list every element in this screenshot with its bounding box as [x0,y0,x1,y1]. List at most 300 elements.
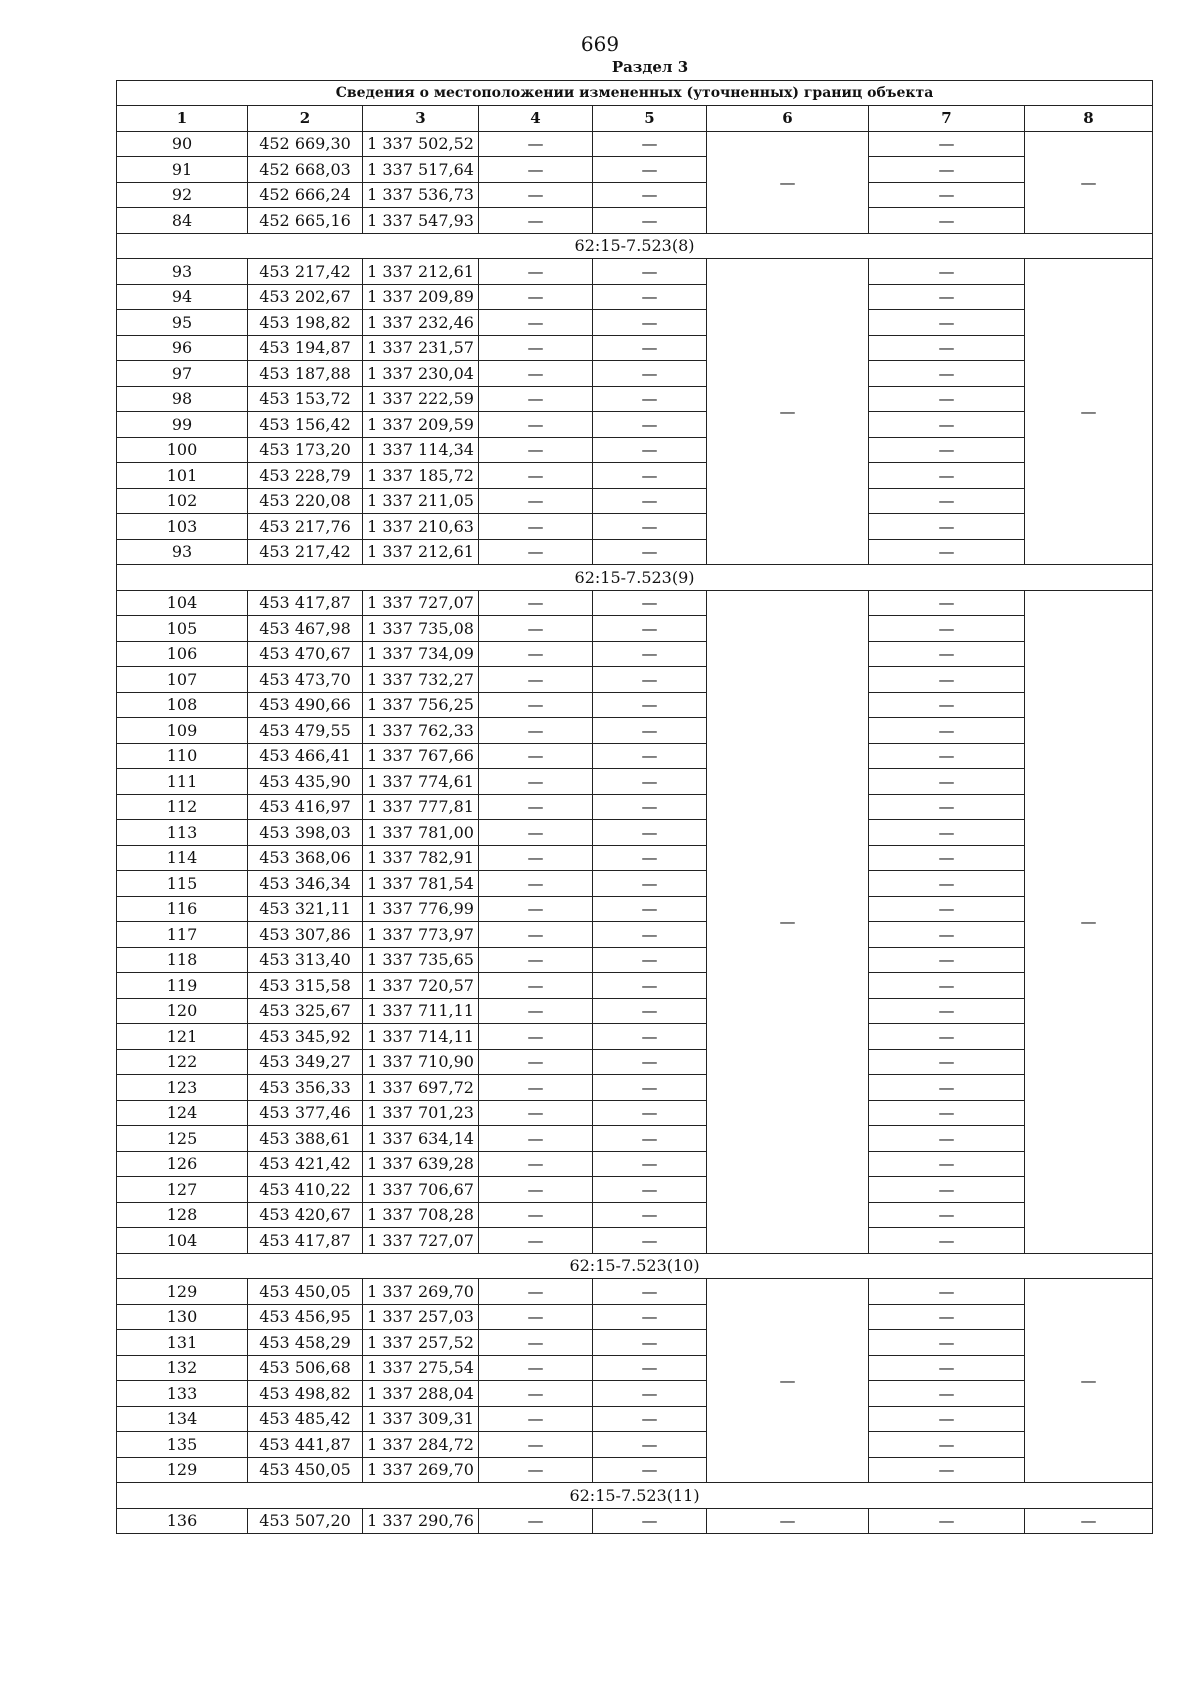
dash-mark: — [641,720,658,740]
y-coordinate-cell: 1 337 720,57 [363,973,479,999]
dash-mark: — [527,950,544,970]
empty-value-cell [479,361,593,387]
empty-value-cell [869,922,1025,948]
column-header: 7 [869,106,1025,132]
y-coordinate-cell: 1 337 767,66 [363,743,479,769]
empty-value-cell [593,1049,707,1075]
dash-mark: — [527,1409,544,1429]
empty-value-cell [869,769,1025,795]
empty-value-cell [479,539,593,565]
empty-value-cell [707,259,869,565]
table-row [117,1432,1153,1458]
empty-value-cell [479,820,593,846]
x-coordinate-cell: 453 441,87 [248,1432,363,1458]
empty-value-cell [593,590,707,616]
empty-value-cell [869,157,1025,183]
dash-mark: — [641,1460,658,1480]
dash-mark: — [527,873,544,893]
dash-mark: — [527,771,544,791]
dash-mark: — [641,1205,658,1225]
point-number-cell: 122 [117,1049,248,1075]
dash-mark: — [527,975,544,995]
y-coordinate-cell: 1 337 735,65 [363,947,479,973]
table-row [117,947,1153,973]
y-coordinate-cell: 1 337 517,64 [363,157,479,183]
x-coordinate-cell: 453 506,68 [248,1355,363,1381]
dash-mark: — [641,363,658,383]
empty-value-cell [479,1049,593,1075]
dash-mark: — [779,1371,796,1390]
x-coordinate-cell: 453 315,58 [248,973,363,999]
point-number-cell: 109 [117,718,248,744]
empty-value-cell [593,1330,707,1356]
empty-value-cell [593,1457,707,1483]
empty-value-cell [1025,131,1153,233]
y-coordinate-cell: 1 337 536,73 [363,182,479,208]
point-number-cell: 128 [117,1202,248,1228]
y-coordinate-cell: 1 337 773,97 [363,922,479,948]
dash-mark: — [1080,1511,1097,1531]
dash-mark: — [527,363,544,383]
empty-value-cell [869,539,1025,565]
dash-mark: — [938,491,955,511]
x-coordinate-cell: 453 349,27 [248,1049,363,1075]
empty-value-cell [479,1024,593,1050]
x-coordinate-cell: 453 346,34 [248,871,363,897]
empty-value-cell [593,514,707,540]
y-coordinate-cell: 1 337 257,52 [363,1330,479,1356]
dash-mark: — [641,899,658,919]
page-number: 669 [580,32,620,56]
table-row [117,310,1153,336]
table-row [117,463,1153,489]
y-coordinate-cell: 1 337 762,33 [363,718,479,744]
table-row [117,259,1153,285]
dash-mark: — [1080,402,1097,421]
table-row [117,1279,1153,1305]
empty-value-cell [593,973,707,999]
dash-mark: — [938,185,955,205]
empty-value-cell [479,667,593,693]
x-coordinate-cell: 453 202,67 [248,284,363,310]
y-coordinate-cell: 1 337 711,11 [363,998,479,1024]
empty-value-cell [593,1406,707,1432]
point-number-cell: 84 [117,208,248,234]
point-number-cell: 118 [117,947,248,973]
y-coordinate-cell: 1 337 634,14 [363,1126,479,1152]
point-number-cell: 99 [117,412,248,438]
dash-mark: — [938,1205,955,1225]
dash-mark: — [527,185,544,205]
x-coordinate-cell: 453 217,42 [248,259,363,285]
table-row [117,1381,1153,1407]
dash-mark: — [641,1052,658,1072]
empty-value-cell [869,820,1025,846]
y-coordinate-cell: 1 337 230,04 [363,361,479,387]
empty-value-cell [479,692,593,718]
table-row [117,284,1153,310]
dash-mark: — [527,1307,544,1327]
empty-value-cell [869,514,1025,540]
dash-mark: — [641,1128,658,1148]
y-coordinate-cell: 1 337 502,52 [363,131,479,157]
empty-value-cell [593,437,707,463]
point-number-cell: 94 [117,284,248,310]
point-number-cell: 90 [117,131,248,157]
dash-mark: — [938,1052,955,1072]
point-number-cell: 125 [117,1126,248,1152]
x-coordinate-cell: 452 666,24 [248,182,363,208]
dash-mark: — [938,1434,955,1454]
empty-value-cell [479,871,593,897]
x-coordinate-cell: 453 479,55 [248,718,363,744]
empty-value-cell [479,131,593,157]
empty-value-cell [869,718,1025,744]
table-row [117,1049,1153,1075]
empty-value-cell [869,871,1025,897]
dash-mark: — [641,287,658,307]
group-label: 62:15-7.523(10) [117,1253,1153,1279]
y-coordinate-cell: 1 337 288,04 [363,1381,479,1407]
dash-mark: — [527,720,544,740]
dash-mark: — [641,618,658,638]
table-row [117,1457,1153,1483]
table-row [117,1177,1153,1203]
point-number-cell: 104 [117,1228,248,1254]
x-coordinate-cell: 453 228,79 [248,463,363,489]
table-body [117,131,1153,1534]
empty-value-cell [593,284,707,310]
empty-value-cell [479,310,593,336]
point-number-cell: 131 [117,1330,248,1356]
dash-mark: — [641,1409,658,1429]
empty-value-cell [479,1177,593,1203]
empty-value-cell [869,1100,1025,1126]
empty-value-cell [869,1151,1025,1177]
empty-value-cell [479,1406,593,1432]
table-row [117,1202,1153,1228]
empty-value-cell [479,1202,593,1228]
dash-mark: — [938,210,955,230]
empty-value-cell [869,590,1025,616]
dash-mark: — [641,1332,658,1352]
dash-mark: — [641,1307,658,1327]
x-coordinate-cell: 453 435,90 [248,769,363,795]
empty-value-cell [479,743,593,769]
empty-value-cell [869,1177,1025,1203]
table-row [117,718,1153,744]
empty-value-cell [593,616,707,642]
empty-value-cell [479,335,593,361]
empty-value-cell [593,667,707,693]
y-coordinate-cell: 1 337 639,28 [363,1151,479,1177]
empty-value-cell [869,1202,1025,1228]
dash-mark: — [527,618,544,638]
empty-value-cell [593,794,707,820]
dash-mark: — [527,1434,544,1454]
y-coordinate-cell: 1 337 222,59 [363,386,479,412]
dash-mark: — [527,899,544,919]
empty-value-cell [593,922,707,948]
empty-value-cell [869,692,1025,718]
dash-mark: — [938,1103,955,1123]
empty-value-cell [593,718,707,744]
table-row [117,820,1153,846]
y-coordinate-cell: 1 337 209,59 [363,412,479,438]
table-row [117,1304,1153,1330]
dash-mark: — [1080,172,1097,192]
point-number-cell: 93 [117,539,248,565]
table-row [117,769,1153,795]
empty-value-cell [869,896,1025,922]
empty-value-cell [479,1279,593,1305]
empty-value-cell [593,182,707,208]
x-coordinate-cell: 453 356,33 [248,1075,363,1101]
empty-value-cell [869,1126,1025,1152]
empty-value-cell [593,947,707,973]
dash-mark: — [527,1230,544,1250]
empty-value-cell [593,539,707,565]
empty-value-cell [593,131,707,157]
dash-mark: — [938,1460,955,1480]
dash-mark: — [527,465,544,485]
point-number-cell: 107 [117,667,248,693]
point-number-cell: 93 [117,259,248,285]
y-coordinate-cell: 1 337 701,23 [363,1100,479,1126]
empty-value-cell [707,131,869,233]
dash-mark: — [641,465,658,485]
dash-mark: — [641,746,658,766]
y-coordinate-cell: 1 337 269,70 [363,1279,479,1305]
dash-mark: — [527,1332,544,1352]
x-coordinate-cell: 453 410,22 [248,1177,363,1203]
x-coordinate-cell: 452 669,30 [248,131,363,157]
point-number-cell: 112 [117,794,248,820]
dash-mark: — [641,1511,658,1531]
dash-mark: — [527,414,544,434]
empty-value-cell [479,463,593,489]
empty-value-cell [869,1432,1025,1458]
point-number-cell: 136 [117,1508,248,1534]
table-row [117,616,1153,642]
group-label: 62:15-7.523(11) [117,1483,1153,1509]
x-coordinate-cell: 453 368,06 [248,845,363,871]
empty-value-cell [479,1508,593,1534]
empty-value-cell [479,973,593,999]
y-coordinate-cell: 1 337 232,46 [363,310,479,336]
dash-mark: — [938,516,955,536]
table-row [117,1355,1153,1381]
dash-mark: — [527,1205,544,1225]
x-coordinate-cell: 452 668,03 [248,157,363,183]
y-coordinate-cell: 1 337 727,07 [363,1228,479,1254]
dash-mark: — [641,159,658,179]
empty-value-cell [593,412,707,438]
point-number-cell: 110 [117,743,248,769]
point-number-cell: 120 [117,998,248,1024]
dash-mark: — [938,797,955,817]
empty-value-cell [1025,259,1153,565]
dash-mark: — [641,822,658,842]
x-coordinate-cell: 452 665,16 [248,208,363,234]
point-number-cell: 92 [117,182,248,208]
y-coordinate-cell: 1 337 284,72 [363,1432,479,1458]
dash-mark: — [938,1128,955,1148]
dash-mark: — [527,1358,544,1378]
y-coordinate-cell: 1 337 697,72 [363,1075,479,1101]
empty-value-cell [593,463,707,489]
y-coordinate-cell: 1 337 714,11 [363,1024,479,1050]
x-coordinate-cell: 453 450,05 [248,1457,363,1483]
empty-value-cell [479,1100,593,1126]
column-header: 1 [117,106,248,132]
empty-value-cell [479,1330,593,1356]
x-coordinate-cell: 453 325,67 [248,998,363,1024]
empty-value-cell [869,259,1025,285]
x-coordinate-cell: 453 345,92 [248,1024,363,1050]
empty-value-cell [593,1151,707,1177]
empty-value-cell [869,947,1025,973]
point-number-cell: 121 [117,1024,248,1050]
empty-value-cell [869,463,1025,489]
empty-value-cell [869,845,1025,871]
point-number-cell: 106 [117,641,248,667]
table-row [117,514,1153,540]
empty-value-cell [479,1151,593,1177]
empty-value-cell [1025,1279,1153,1483]
point-number-cell: 100 [117,437,248,463]
empty-value-cell [479,1075,593,1101]
table-row [117,488,1153,514]
dash-mark: — [527,669,544,689]
dash-mark: — [527,1154,544,1174]
dash-mark: — [527,261,544,281]
empty-value-cell [869,1355,1025,1381]
point-number-cell: 129 [117,1457,248,1483]
empty-value-cell [593,361,707,387]
table-row [117,1075,1153,1101]
empty-value-cell [593,1432,707,1458]
y-coordinate-cell: 1 337 774,61 [363,769,479,795]
y-coordinate-cell: 1 337 727,07 [363,590,479,616]
dash-mark: — [938,873,955,893]
group-header-row [117,1253,1153,1279]
dash-mark: — [938,950,955,970]
dash-mark: — [527,1383,544,1403]
table-row [117,641,1153,667]
dash-mark: — [938,363,955,383]
group-header-row [117,565,1153,591]
empty-value-cell [593,1126,707,1152]
table-row [117,1228,1153,1254]
empty-value-cell [869,1457,1025,1483]
table-row [117,973,1153,999]
empty-value-cell [593,1508,707,1534]
x-coordinate-cell: 453 473,70 [248,667,363,693]
dash-mark: — [527,1001,544,1021]
x-coordinate-cell: 453 388,61 [248,1126,363,1152]
empty-value-cell [869,1024,1025,1050]
table-row [117,1100,1153,1126]
dash-mark: — [938,924,955,944]
dash-mark: — [641,873,658,893]
point-number-cell: 130 [117,1304,248,1330]
dash-mark: — [779,172,796,192]
point-number-cell: 135 [117,1432,248,1458]
y-coordinate-cell: 1 337 735,08 [363,616,479,642]
empty-value-cell [869,412,1025,438]
point-number-cell: 117 [117,922,248,948]
point-number-cell: 96 [117,335,248,361]
empty-value-cell [593,1100,707,1126]
table-row [117,539,1153,565]
empty-value-cell [593,1177,707,1203]
dash-mark: — [641,1281,658,1301]
empty-value-cell [593,488,707,514]
dash-mark: — [527,797,544,817]
table-row [117,437,1153,463]
empty-value-cell [479,590,593,616]
empty-value-cell [479,157,593,183]
point-number-cell: 104 [117,590,248,616]
dash-mark: — [527,516,544,536]
dash-mark: — [938,899,955,919]
y-coordinate-cell: 1 337 781,54 [363,871,479,897]
x-coordinate-cell: 453 217,76 [248,514,363,540]
dash-mark: — [938,312,955,332]
table-row [117,386,1153,412]
table-row [117,335,1153,361]
dash-mark: — [938,1383,955,1403]
empty-value-cell [479,514,593,540]
group-label: 62:15-7.523(9) [117,565,1153,591]
dash-mark: — [938,1001,955,1021]
dash-mark: — [938,414,955,434]
y-coordinate-cell: 1 337 212,61 [363,259,479,285]
empty-value-cell [869,998,1025,1024]
x-coordinate-cell: 453 187,88 [248,361,363,387]
dash-mark: — [527,287,544,307]
dash-mark: — [938,1511,955,1531]
empty-value-cell [593,1075,707,1101]
dash-mark: — [527,312,544,332]
dash-mark: — [527,1026,544,1046]
table-row [117,794,1153,820]
point-number-cell: 132 [117,1355,248,1381]
empty-value-cell [479,259,593,285]
dash-mark: — [938,822,955,842]
x-coordinate-cell: 453 490,66 [248,692,363,718]
empty-value-cell [593,310,707,336]
dash-mark: — [641,1179,658,1199]
empty-value-cell [1025,590,1153,1253]
dash-mark: — [641,644,658,664]
empty-value-cell [869,1508,1025,1534]
point-number-cell: 129 [117,1279,248,1305]
x-coordinate-cell: 453 313,40 [248,947,363,973]
empty-value-cell [869,1279,1025,1305]
dash-mark: — [938,669,955,689]
dash-mark: — [527,593,544,613]
table-row [117,845,1153,871]
dash-mark: — [779,912,796,931]
dash-mark: — [641,1077,658,1097]
x-coordinate-cell: 453 153,72 [248,386,363,412]
y-coordinate-cell: 1 337 782,91 [363,845,479,871]
dash-mark: — [527,440,544,460]
column-header: 4 [479,106,593,132]
dash-mark: — [527,822,544,842]
